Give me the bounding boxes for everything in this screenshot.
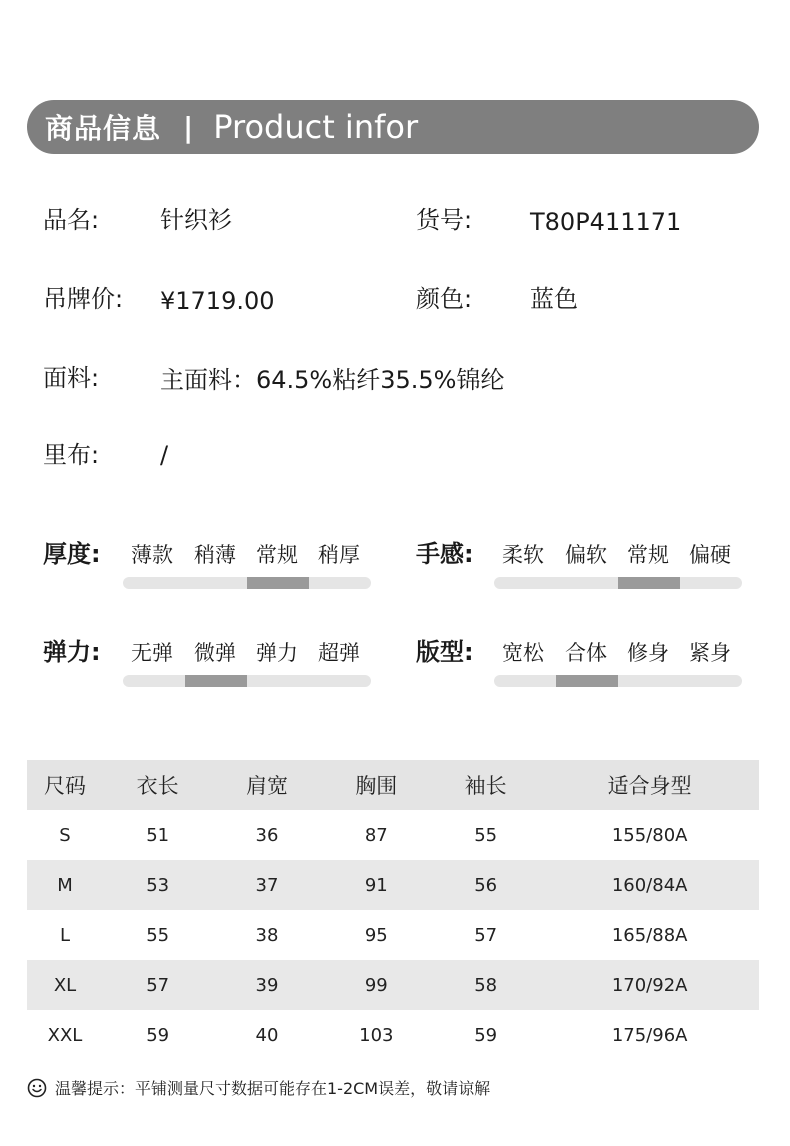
table-cell: XXL xyxy=(47,1024,83,1046)
table-cell: 39 xyxy=(212,960,321,1010)
table-cell: XL xyxy=(27,960,103,1010)
fit-track xyxy=(494,675,742,687)
lining-value: / xyxy=(160,441,169,469)
table-row xyxy=(27,810,759,860)
table-cell: 95 xyxy=(364,924,388,946)
fabric-value: 主面料：64.5%粘纤35.5%锦纶 xyxy=(160,366,505,394)
thickness-label: 厚度: xyxy=(43,540,101,568)
smiley-icon xyxy=(27,1078,47,1098)
feel-option: 偏硬 xyxy=(689,543,731,567)
table-cell: 55 xyxy=(474,824,498,846)
fit-indicator xyxy=(556,675,618,687)
table-cell: 40 xyxy=(255,1024,279,1046)
table-row xyxy=(27,960,759,1010)
price-value: ¥1719.00 xyxy=(160,287,275,315)
code-label: 货号: xyxy=(416,206,473,234)
table-cell: 51 xyxy=(146,824,170,846)
header-title-cn: 商品信息 xyxy=(45,112,162,145)
feel-option: 偏软 xyxy=(565,543,607,567)
table-cell: 165/88A xyxy=(611,924,688,946)
table-cell: M xyxy=(27,860,103,910)
color-value: 蓝色 xyxy=(530,285,578,313)
table-cell: 59 xyxy=(474,1024,498,1046)
fit-option: 宽松 xyxy=(502,641,544,665)
elasticity-option: 微弹 xyxy=(194,641,236,665)
elasticity-option: 无弹 xyxy=(131,641,173,665)
feel-indicator xyxy=(618,577,680,589)
column-header: 胸围 xyxy=(322,760,431,810)
code-value: T80P411171 xyxy=(530,208,682,236)
table-row xyxy=(27,860,759,910)
fabric-label: 面料: xyxy=(43,364,100,392)
thickness-option: 稍厚 xyxy=(318,543,360,567)
header-title-en: Product infor xyxy=(213,108,419,146)
elasticity-indicator xyxy=(185,675,247,687)
thickness-track xyxy=(123,577,371,589)
table-cell: 38 xyxy=(255,924,279,946)
size-table xyxy=(27,760,759,1060)
section-header xyxy=(27,100,759,154)
column-header: 尺码 xyxy=(27,760,103,810)
table-header-row xyxy=(27,760,759,810)
fit-label: 版型: xyxy=(416,638,474,666)
header-separator: | xyxy=(183,110,194,144)
column-header: 袖长 xyxy=(431,760,540,810)
table-cell: 57 xyxy=(474,924,498,946)
fit-option: 修身 xyxy=(627,641,669,665)
column-header: 衣长 xyxy=(103,760,212,810)
table-cell: 56 xyxy=(431,860,540,910)
table-cell: 58 xyxy=(431,960,540,1010)
thickness-option: 常规 xyxy=(256,543,298,567)
column-header: 肩宽 xyxy=(212,760,321,810)
thickness-indicator xyxy=(247,577,309,589)
table-cell: 37 xyxy=(212,860,321,910)
table-row xyxy=(27,1010,759,1060)
elasticity-option: 弹力 xyxy=(256,641,298,665)
table-cell: 155/80A xyxy=(611,824,688,846)
table-cell: 55 xyxy=(146,924,170,946)
table-cell: 91 xyxy=(322,860,431,910)
tip-text: 温馨提示：平铺测量尺寸数据可能存在1-2CM误差，敬请谅解 xyxy=(55,1079,491,1098)
table-cell: L xyxy=(59,924,71,946)
color-label: 颜色: xyxy=(416,285,473,313)
elasticity-option: 超弹 xyxy=(318,641,360,665)
price-label: 吊牌价: xyxy=(43,285,124,313)
name-value: 针织衫 xyxy=(160,206,232,234)
thickness-option: 薄款 xyxy=(131,543,173,567)
table-row xyxy=(27,910,759,960)
column-header: 适合身型 xyxy=(540,760,759,810)
table-cell: 36 xyxy=(255,824,279,846)
feel-track xyxy=(494,577,742,589)
thickness-option: 稍薄 xyxy=(194,543,236,567)
lining-label: 里布: xyxy=(43,441,100,469)
table-cell: 53 xyxy=(103,860,212,910)
table-cell: 170/92A xyxy=(540,960,759,1010)
table-cell: 87 xyxy=(364,824,388,846)
elasticity-track xyxy=(123,675,371,687)
table-cell: 175/96A xyxy=(611,1024,688,1046)
table-cell: 103 xyxy=(359,1024,394,1046)
table-cell: 57 xyxy=(103,960,212,1010)
table-cell: 59 xyxy=(146,1024,170,1046)
feel-label: 手感: xyxy=(416,540,474,568)
elasticity-label: 弹力: xyxy=(43,638,101,666)
table-cell: 99 xyxy=(322,960,431,1010)
table-cell: 160/84A xyxy=(540,860,759,910)
fit-option: 紧身 xyxy=(689,641,731,665)
measurement-tip xyxy=(27,1076,490,1099)
fit-option: 合体 xyxy=(565,641,607,665)
feel-option: 常规 xyxy=(627,543,669,567)
feel-option: 柔软 xyxy=(502,543,544,567)
table-cell: S xyxy=(59,824,71,846)
name-label: 品名: xyxy=(43,206,100,234)
